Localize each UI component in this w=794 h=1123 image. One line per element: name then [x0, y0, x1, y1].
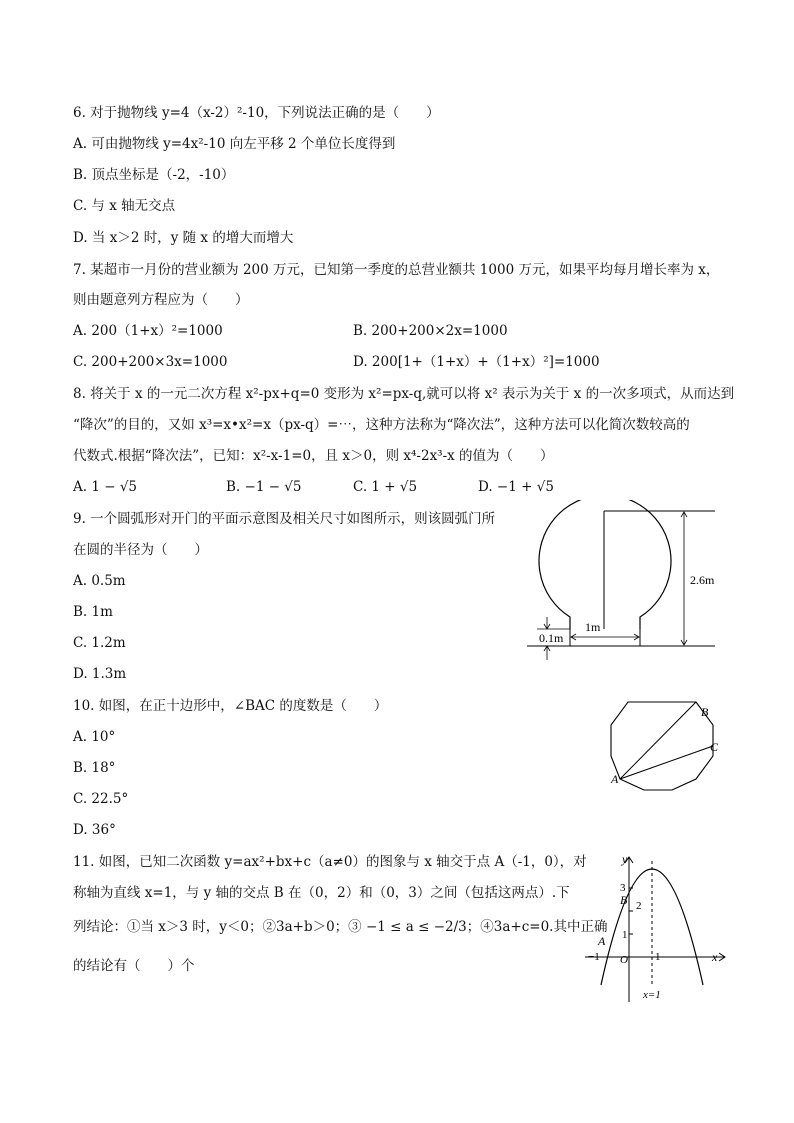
q7-option-d: D. 200[1+（1+x）+（1+x）²]=1000 [353, 354, 600, 370]
q11-stem-line3: 列结论：①当 x＞3 时，y＜0；②3a+b＞0；③ −1 ≤ a ≤ −2/3；④3a+c=0.其中正确 [73, 919, 608, 935]
q10-option-a: A. 10° [73, 729, 116, 745]
tick-label-3: 3 [620, 882, 626, 894]
q7-option-a: A. 200（1+x）²=1000 [73, 323, 223, 339]
q7-stem-line1: 7. 某超市一月份的营业额为 200 万元，已知第一季度的总营业额共 1000 万元，如果平均每月增长率为 x， [73, 262, 720, 278]
q11-stem-line1: 11. 如图，已知二次函数 y=ax²+bx+c（a≠0）的图象与 x 轴交于点 A（-1，0），对 [73, 854, 587, 870]
q9-stem-line1: 9. 一个圆弧形对开门的平面示意图及相关尺寸如图所示，则该圆弧门所 [73, 511, 496, 527]
q7-option-b: B. 200+200×2x=1000 [353, 323, 508, 339]
origin-label: O [620, 954, 628, 966]
q11-parabola-figure [585, 845, 735, 1010]
tick-label-x1: 1 [655, 951, 661, 963]
q11-stem-line4: 的结论有（ ）个 [73, 958, 195, 974]
q6-option-d: D. 当 x＞2 时，y 随 x 的增大而增大 [73, 230, 294, 246]
width-label: 1m [585, 620, 601, 634]
q8-option-c: C. 1 + √5 [353, 479, 418, 495]
tick-label-1: 1 [622, 929, 628, 941]
tick-label-neg1: −1 [588, 951, 600, 963]
y-axis-label: y [622, 852, 628, 866]
q10-decagon-figure [600, 690, 730, 805]
q8-stem-line3: 代数式.根据“降次法”，已知：x²-x-1=0，且 x＞0，则 x⁴-2x³-x 的值为（ ） [73, 448, 554, 464]
q7-stem-line2: 则由题意列方程应为（ ） [73, 292, 249, 308]
door-arc [539, 500, 671, 629]
q9-option-a: A. 0.5m [73, 573, 126, 589]
segment-ab [620, 702, 696, 779]
q6-stem: 6. 对于抛物线 y=4（x-2）²-10，下列说法正确的是（ ） [73, 105, 440, 121]
tick-label-2: 2 [636, 900, 642, 912]
point-a-label: A [611, 772, 619, 786]
q10-option-d: D. 36° [73, 822, 116, 838]
q7-option-c: C. 200+200×3x=1000 [73, 354, 228, 370]
symmetry-axis-label: x=1 [643, 989, 661, 1001]
q8-stem-line2: “降次”的目的，又如 x³=x•x²=x（px-q）=⋯，这种方法称为“降次法”，这种方法可以化简次数较高的 [73, 417, 690, 433]
point-c-label: C [710, 740, 719, 754]
q10-option-b: B. 18° [73, 760, 116, 776]
q9-arch-door-figure [515, 500, 725, 665]
q8-option-a: A. 1 − √5 [73, 479, 138, 495]
point-b-label: B [620, 893, 628, 907]
q9-option-d: D. 1.3m [73, 666, 127, 682]
q6-option-b: B. 顶点坐标是（-2，-10） [73, 167, 235, 183]
q11-stem-line2: 称轴为直线 x=1，与 y 轴的交点 B 在（0，2）和（0，3）之间（包括这两点）.下 [73, 885, 570, 901]
x-axis-label: x [712, 950, 718, 964]
q10-stem: 10. 如图，在正十边形中，∠BAC 的度数是（ ） [73, 698, 388, 714]
q6-option-a: A. 可由抛物线 y=4x²-10 向左平移 2 个单位长度得到 [73, 136, 396, 152]
q10-option-c: C. 22.5° [73, 791, 129, 807]
q6-option-c: C. 与 x 轴无交点 [73, 198, 176, 214]
q8-stem-line1: 8. 将关于 x 的一元二次方程 x²-px+q=0 变形为 x²=px-q,就可以将 x² 表示为关于 x 的一次多项式，从而达到 [73, 386, 735, 402]
point-a-label: A [598, 934, 606, 948]
q9-option-c: C. 1.2m [73, 635, 126, 651]
point-b-label: B [701, 705, 709, 719]
q9-option-b: B. 1m [73, 604, 113, 620]
q8-option-b: B. −1 − √5 [226, 479, 302, 495]
height-label: 2.6m [690, 573, 715, 587]
q9-stem-line2: 在圆的半径为（ ） [73, 542, 208, 558]
q8-option-d: D. −1 + √5 [478, 479, 554, 495]
gap-label: 0.1m [539, 631, 564, 645]
